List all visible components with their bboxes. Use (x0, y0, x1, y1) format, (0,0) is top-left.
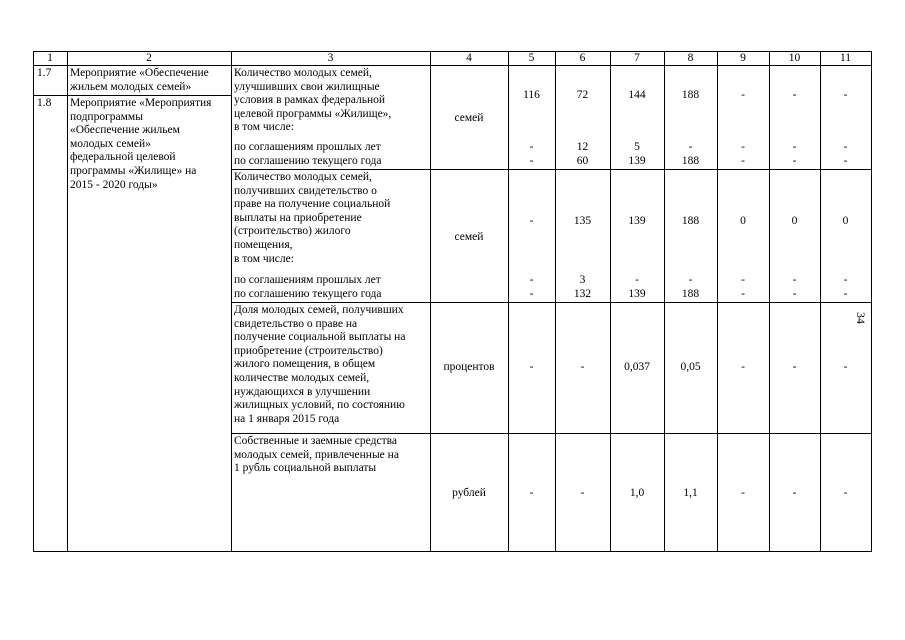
value-cell: - (635, 274, 639, 286)
value-cell: - (741, 89, 745, 101)
value-cell: 139 (628, 155, 646, 167)
value-cell: - (792, 288, 797, 300)
unit-cell: процентов (443, 361, 495, 373)
value-cell: 12 (576, 141, 589, 153)
value-cell: - (792, 487, 797, 499)
row-number: 1.8 (37, 97, 52, 109)
value-cell: - (741, 274, 745, 286)
header-cell: 4 (466, 52, 472, 64)
value-cell: 188 (681, 288, 700, 300)
value-cell: - (843, 155, 848, 167)
value-cell: - (688, 274, 693, 286)
value-cell: - (688, 141, 693, 153)
value-cell: - (792, 361, 797, 373)
indicator-text: Количество молодых семей, получивших свидетельство о праве на получение социальной выплаты на приобретение (строительство) жилого помещения, в том числе: (234, 171, 391, 265)
value-cell: - (741, 155, 745, 167)
value-cell: - (580, 361, 585, 373)
indicator-subline: по соглашениям прошлых лет (234, 274, 381, 286)
page-number: 34 (854, 312, 868, 324)
event-name: Мероприятие «Мероприятия подпрограммы «Обеспечение жильем молодых семей» федеральной целевой программы «Жилище» на 2015 - 2020 годы» (70, 97, 212, 191)
value-cell: - (792, 274, 797, 286)
header-cell: 10 (788, 52, 801, 64)
value-cell: - (792, 89, 797, 101)
value-cell: - (792, 155, 797, 167)
value-cell: - (843, 288, 848, 300)
value-cell: 135 (573, 215, 592, 227)
value-cell: 60 (576, 155, 589, 167)
value-cell: - (529, 274, 534, 286)
indicator-text: Доля молодых семей, получивших свидетельство о праве на получение социальной выплаты на приобретение (строительство) жилого помещения, в общем количестве молодых семей, нуждающихся в улучшении жилищных условий, по состоянию на 1 января 2015 года (234, 304, 406, 425)
value-cell: - (741, 487, 745, 499)
value-cell: - (843, 361, 848, 373)
value-cell: 0,037 (624, 361, 650, 373)
value-cell: 0,05 (680, 361, 701, 373)
event-name: Мероприятие «Обеспечение жильем молодых семей» (70, 67, 209, 93)
value-cell: 5 (634, 141, 640, 153)
value-cell: 0 (740, 215, 746, 227)
value-cell: 1,1 (683, 487, 698, 499)
header-cell: 11 (839, 52, 852, 64)
value-cell: - (529, 487, 534, 499)
value-cell: 116 (523, 89, 540, 101)
header-cell: 7 (634, 52, 640, 64)
indicator-text: Количество молодых семей, улучшивших свои жилищные условия в рамках федеральной целевой программы «Жилище», в том числе: (234, 67, 392, 134)
indicator-subline: по соглашению текущего года (234, 288, 382, 300)
unit-cell: семей (454, 112, 484, 124)
value-cell: - (529, 155, 534, 167)
value-cell: 0 (791, 215, 798, 227)
header-cell: 9 (740, 52, 746, 64)
value-cell: - (529, 141, 534, 153)
indicator-text: Собственные и заемные средства молодых семей, привлеченные на 1 рубль социальной выплаты (234, 435, 399, 475)
unit-cell: семей (454, 231, 484, 243)
header-cell: 2 (146, 52, 152, 64)
header-cell: 5 (528, 52, 535, 64)
value-cell: 139 (628, 288, 646, 300)
value-cell: - (529, 215, 534, 227)
value-cell: - (529, 361, 534, 373)
value-cell: 188 (681, 155, 700, 167)
value-cell: 72 (576, 89, 589, 101)
value-cell: 188 (681, 215, 700, 227)
value-cell: 188 (681, 89, 700, 101)
row-number: 1.7 (37, 67, 52, 79)
value-cell: - (843, 89, 848, 101)
value-cell: 132 (573, 288, 592, 300)
value-cell: 144 (628, 89, 646, 101)
value-cell: - (580, 487, 585, 499)
indicator-subline: по соглашению текущего года (234, 155, 382, 167)
value-cell: - (843, 141, 848, 153)
value-cell: 1,0 (629, 487, 645, 499)
value-cell: - (792, 141, 797, 153)
value-cell: - (529, 288, 534, 300)
value-cell: - (843, 487, 848, 499)
header-cell: 6 (579, 52, 586, 64)
value-cell: 0 (842, 215, 849, 227)
header-cell: 3 (327, 52, 334, 64)
value-cell: 139 (628, 215, 646, 227)
value-cell: 3 (579, 274, 586, 286)
value-cell: - (741, 361, 745, 373)
value-cell: - (843, 274, 848, 286)
header-cell: 1 (47, 52, 53, 64)
indicator-subline: по соглашениям прошлых лет (234, 141, 381, 153)
header-cell: 8 (687, 52, 694, 64)
value-cell: - (741, 141, 745, 153)
value-cell: - (741, 288, 745, 300)
unit-cell: рублей (452, 487, 486, 499)
